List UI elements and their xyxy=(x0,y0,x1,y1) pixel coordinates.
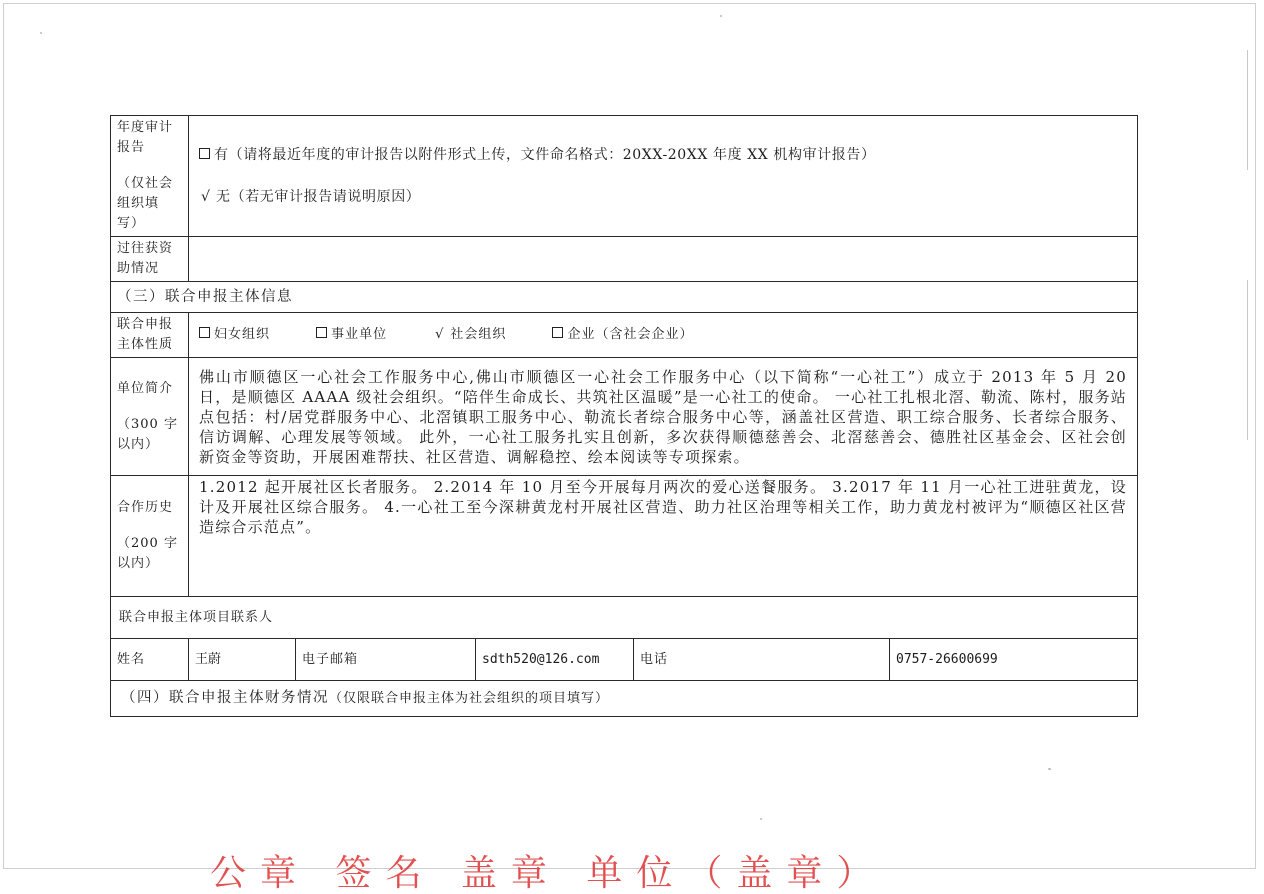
audit-report-label: 年度审计报告 xyxy=(117,120,174,155)
scan-speck xyxy=(40,32,42,34)
audit-no-checkmark[interactable]: √ xyxy=(201,189,210,205)
contact-section-row xyxy=(111,597,1138,639)
contact-phone-value[interactable]: 0757-26600699 xyxy=(890,639,1138,681)
audit-yes-label: 有（请将最近年度的审计报告以附件形式上传，文件命名格式：20XX-20XX 年度 XX 机构审计报告） xyxy=(214,147,876,163)
scan-edge-mark xyxy=(1247,50,1248,170)
contact-email-label: 电子邮箱 xyxy=(296,639,476,681)
contact-email-value[interactable]: sdth520@126.com xyxy=(476,639,634,681)
section-four-title: （四）联合申报主体财务情况 xyxy=(121,690,329,706)
contact-section-label: 联合申报主体项目联系人 xyxy=(111,597,1138,639)
audit-report-options-cell xyxy=(189,116,1138,237)
scan-edge-mark xyxy=(1247,280,1248,440)
audit-yes-checkbox[interactable] xyxy=(199,148,210,159)
checkbox-empty-icon xyxy=(316,327,327,338)
checkbox-empty-icon xyxy=(199,327,210,338)
scan-speck xyxy=(720,15,722,17)
entity-nature-row xyxy=(111,313,1138,358)
checkmark-icon: √ xyxy=(435,327,445,342)
audit-report-row xyxy=(111,116,1138,237)
section-three-row xyxy=(111,282,1138,313)
unit-intro-limit: （300 字以内） xyxy=(117,416,178,452)
audit-no-label: 无（若无审计报告请说明原因） xyxy=(216,189,421,205)
option-social-organization[interactable]: √ 社会组织 xyxy=(433,325,506,345)
cooperation-history-text[interactable]: 1.2012 起开展社区长者服务。 2.2014 年 10 月至今开展每月两次的爱心送餐服务。 3.2017 年 11 月一心社工进驻黄龙，设计及开展社区综合服务。 4.一心社工至今深耕黄龙村开展社区营造、助力社区治理等相关工作，助力黄龙村被评为“顺德区社区营造综合示范点”。 xyxy=(189,476,1138,597)
option-public-institution[interactable]: 事业单位 xyxy=(316,325,387,345)
section-three-title: （三）联合申报主体信息 xyxy=(111,282,1138,313)
cooperation-history-label: 合作历史 xyxy=(117,500,174,515)
cooperation-history-label-cell xyxy=(111,476,189,597)
checkbox-empty-icon xyxy=(552,327,563,338)
unit-intro-label: 单位简介 xyxy=(117,380,174,396)
unit-intro-text[interactable]: 佛山市顺德区一心社会工作服务中心,佛山市顺德区一心社会工作服务中心（以下简称“一心社工”）成立于 2013 年 5 月 20 日，是顺德区 AAAA 级社会组织。“陪伴生命成长、共筑社区温暖”是一心社工的使命。 一心社工扎根北滘、勒流、陈村，服务站点包括：村/居党群服务中心、北滘镇职工服务中心、勒流长者综合服务中心等，涵盖社区营造、职工综合服务、长者综合服务、信访调解、心理发展等领域。 此外，一心社工服务扎实且创新，多次获得顺德慈善会、北滘慈善会、德胜社区基金会、区社会创新资金等资助，开展困难帮扶、社区营造、调解稳控、绘本阅读等专项探索。 xyxy=(189,358,1138,476)
section-four-row xyxy=(111,681,1138,717)
cooperation-history-row xyxy=(111,476,1138,597)
audit-report-label-note: （仅社会组织填写） xyxy=(117,176,174,231)
contact-details-row xyxy=(111,639,1138,681)
option-enterprise[interactable]: 企业（含社会企业） xyxy=(552,325,693,345)
scan-speck xyxy=(1048,768,1051,770)
contact-name-label: 姓名 xyxy=(111,639,189,681)
audit-report-label-cell xyxy=(111,116,189,237)
past-funding-label: 过往获资助情况 xyxy=(111,237,189,282)
application-form-table xyxy=(110,115,1138,717)
entity-nature-label: 联合申报主体性质 xyxy=(111,313,189,358)
option-womens-organization[interactable]: 妇女组织 xyxy=(199,325,270,345)
scan-speck xyxy=(760,818,762,820)
past-funding-value[interactable] xyxy=(189,237,1138,282)
past-funding-row xyxy=(111,237,1138,282)
contact-phone-label: 电话 xyxy=(634,639,890,681)
section-four-cell xyxy=(111,681,1138,717)
section-four-note: （仅限联合申报主体为社会组织的项目填写） xyxy=(329,691,610,706)
bottom-bleed-stamp-text: 公章 签名 盖章 单位（盖章） xyxy=(210,853,887,894)
unit-intro-label-cell xyxy=(111,358,189,476)
entity-nature-options xyxy=(189,313,1138,358)
unit-intro-row xyxy=(111,358,1138,476)
cooperation-history-limit: （200 字以内） xyxy=(117,536,178,571)
contact-name-value[interactable]: 王蔚 xyxy=(189,639,296,681)
